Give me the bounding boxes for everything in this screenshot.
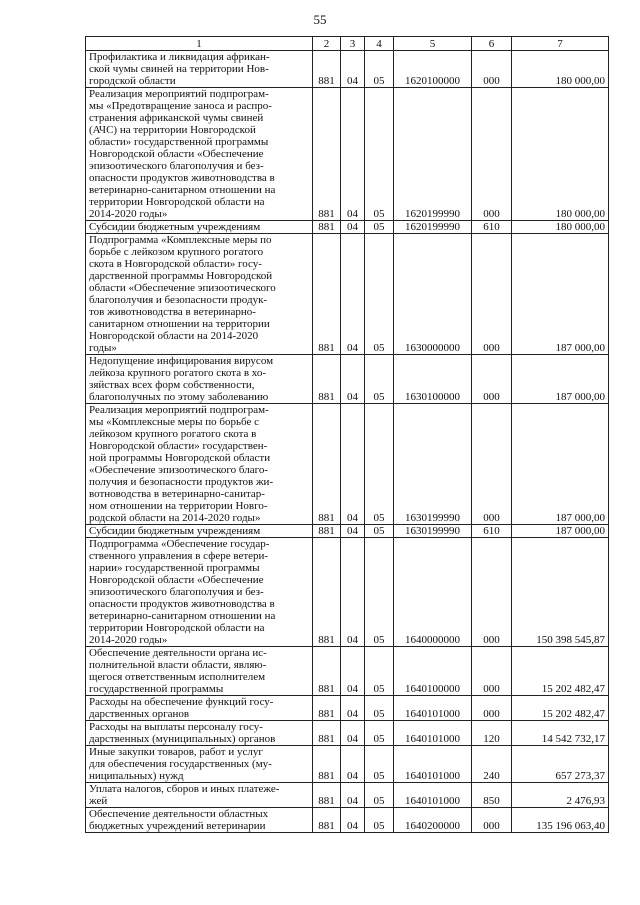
subsection-code: 05 [365, 647, 394, 696]
section-code: 04 [341, 538, 365, 647]
subsection-code: 05 [365, 88, 394, 221]
ministry-code: 881 [313, 221, 341, 234]
column-header: 5 [394, 37, 472, 51]
section-code: 04 [341, 404, 365, 525]
expense-type-code: 610 [472, 221, 512, 234]
section-code: 04 [341, 721, 365, 746]
row-name: Субсидии бюджетным учреждениям [86, 221, 313, 234]
amount: 15 202 482,47 [512, 696, 609, 721]
table-row [86, 783, 609, 808]
target-article-code: 1630100000 [394, 355, 472, 404]
expense-type-code: 000 [472, 404, 512, 525]
target-article-code: 1620199990 [394, 221, 472, 234]
table-row [86, 525, 609, 538]
ministry-code: 881 [313, 51, 341, 88]
expense-type-code: 000 [472, 234, 512, 355]
table-row [86, 746, 609, 783]
section-code: 04 [341, 783, 365, 808]
section-code: 04 [341, 51, 365, 88]
expense-type-code: 610 [472, 525, 512, 538]
ministry-code: 881 [313, 355, 341, 404]
subsection-code: 05 [365, 538, 394, 647]
subsection-code: 05 [365, 746, 394, 783]
table-row [86, 51, 609, 88]
ministry-code: 881 [313, 696, 341, 721]
page-number: 55 [313, 12, 327, 27]
table-row [86, 696, 609, 721]
column-header: 3 [341, 37, 365, 51]
row-name: Подпрограмма «Комплексные меры по борьбе с лейкозом крупного рогатого скота в Новгородской области» госу- дарственной программы Новгородской области «Обеспечение эпизоотического благополучия и безопасности продук- тов животноводства в ветеринарно- санитарном отношении на территории Новгородской области на 2014-2020 годы» [86, 234, 313, 355]
table-row [86, 88, 609, 221]
amount: 14 542 732,17 [512, 721, 609, 746]
expense-type-code: 000 [472, 538, 512, 647]
expense-type-code: 000 [472, 88, 512, 221]
subsection-code: 05 [365, 355, 394, 404]
column-header: 7 [512, 37, 609, 51]
amount: 135 196 063,40 [512, 808, 609, 833]
row-name: Недопущение инфицирования вирусом лейкоза крупного рогатого скота в хо- зяйствах всех форм собственности, благополучных по этому заболеванию [86, 355, 313, 404]
amount: 187 000,00 [512, 404, 609, 525]
ministry-code: 881 [313, 647, 341, 696]
expense-type-code: 000 [472, 696, 512, 721]
section-code: 04 [341, 234, 365, 355]
column-header: 4 [365, 37, 394, 51]
amount: 180 000,00 [512, 221, 609, 234]
row-name: Реализация мероприятий подпрограм- мы «Предотвращение заноса и распро- странения африканской чумы свиней (АЧС) на территории Новгородской области» государственной программы Новгородской области «Обеспечение эпизоотического благополучия и без- опасности продуктов животноводства в ветеринарно-санитарном отношении на территории Новгородской области на 2014-2020 годы» [86, 88, 313, 221]
amount: 15 202 482,47 [512, 647, 609, 696]
row-name: Расходы на обеспечение функций госу- дарственных органов [86, 696, 313, 721]
expense-type-code: 000 [472, 808, 512, 833]
amount: 2 476,93 [512, 783, 609, 808]
expense-type-code: 120 [472, 721, 512, 746]
ministry-code: 881 [313, 525, 341, 538]
table-row [86, 404, 609, 525]
table-row [86, 234, 609, 355]
row-name: Обеспечение деятельности органа ис- полнительной власти области, являю- щегося ответственным исполнителем государственной программы [86, 647, 313, 696]
table-row [86, 221, 609, 234]
table-row [86, 355, 609, 404]
ministry-code: 881 [313, 404, 341, 525]
section-code: 04 [341, 525, 365, 538]
subsection-code: 05 [365, 721, 394, 746]
target-article-code: 1640100000 [394, 647, 472, 696]
row-name: Профилактика и ликвидация африкан- ской чумы свиней на территории Нов- городской области [86, 51, 313, 88]
row-name: Расходы на выплаты персоналу госу- дарственных (муниципальных) органов [86, 721, 313, 746]
row-name: Иные закупки товаров, работ и услуг для обеспечения государственных (му- ниципальных) нужд [86, 746, 313, 783]
section-code: 04 [341, 647, 365, 696]
ministry-code: 881 [313, 808, 341, 833]
section-code: 04 [341, 808, 365, 833]
section-code: 04 [341, 746, 365, 783]
ministry-code: 881 [313, 234, 341, 355]
target-article-code: 1640101000 [394, 696, 472, 721]
target-article-code: 1640000000 [394, 538, 472, 647]
subsection-code: 05 [365, 221, 394, 234]
row-name: Реализация мероприятий подпрограм- мы «Комплексные меры по борьбе с лейкозом крупного рогатого скота в Новгородской области» государствен- ной программы Новгородской области «Обеспечение эпизоотического благо- получия и безопасности продуктов жи- вотноводства в ветеринарно-санитар- ном отношении на территории Новго- родской области на 2014-2020 годы» [86, 404, 313, 525]
expense-type-code: 240 [472, 746, 512, 783]
expense-type-code: 850 [472, 783, 512, 808]
row-name: Субсидии бюджетным учреждениям [86, 525, 313, 538]
table-row [86, 538, 609, 647]
row-name: Уплата налогов, сборов и иных платеже- жей [86, 783, 313, 808]
column-header: 6 [472, 37, 512, 51]
column-header: 2 [313, 37, 341, 51]
section-code: 04 [341, 88, 365, 221]
section-code: 04 [341, 696, 365, 721]
amount: 187 000,00 [512, 355, 609, 404]
budget-table [85, 36, 609, 833]
ministry-code: 881 [313, 538, 341, 647]
subsection-code: 05 [365, 696, 394, 721]
ministry-code: 881 [313, 783, 341, 808]
subsection-code: 05 [365, 808, 394, 833]
amount: 150 398 545,87 [512, 538, 609, 647]
ministry-code: 881 [313, 721, 341, 746]
expense-type-code: 000 [472, 355, 512, 404]
ministry-code: 881 [313, 746, 341, 783]
subsection-code: 05 [365, 234, 394, 355]
target-article-code: 1620199990 [394, 88, 472, 221]
row-name: Подпрограмма «Обеспечение государ- ственного управления в сфере ветери- нарии» государственной программы Новгородской области «Обеспечение эпизоотического благополучия и без- опасности продуктов животноводства в ветеринарно-санитарном отношении на территории Новгородской области на 2014-2020 годы» [86, 538, 313, 647]
expense-type-code: 000 [472, 647, 512, 696]
amount: 180 000,00 [512, 51, 609, 88]
subsection-code: 05 [365, 525, 394, 538]
ministry-code: 881 [313, 88, 341, 221]
table-row [86, 647, 609, 696]
target-article-code: 1630000000 [394, 234, 472, 355]
amount: 657 273,37 [512, 746, 609, 783]
target-article-code: 1640200000 [394, 808, 472, 833]
amount: 180 000,00 [512, 88, 609, 221]
section-code: 04 [341, 355, 365, 404]
section-code: 04 [341, 221, 365, 234]
subsection-code: 05 [365, 51, 394, 88]
target-article-code: 1620100000 [394, 51, 472, 88]
amount: 187 000,00 [512, 525, 609, 538]
target-article-code: 1640101000 [394, 783, 472, 808]
target-article-code: 1640101000 [394, 721, 472, 746]
target-article-code: 1630199990 [394, 525, 472, 538]
table-header-row [86, 37, 609, 51]
column-header: 1 [86, 37, 313, 51]
target-article-code: 1640101000 [394, 746, 472, 783]
table-row [86, 808, 609, 833]
expense-type-code: 000 [472, 51, 512, 88]
subsection-code: 05 [365, 404, 394, 525]
row-name: Обеспечение деятельности областных бюджетных учреждений ветеринарии [86, 808, 313, 833]
table-row [86, 721, 609, 746]
amount: 187 000,00 [512, 234, 609, 355]
subsection-code: 05 [365, 783, 394, 808]
target-article-code: 1630199990 [394, 404, 472, 525]
